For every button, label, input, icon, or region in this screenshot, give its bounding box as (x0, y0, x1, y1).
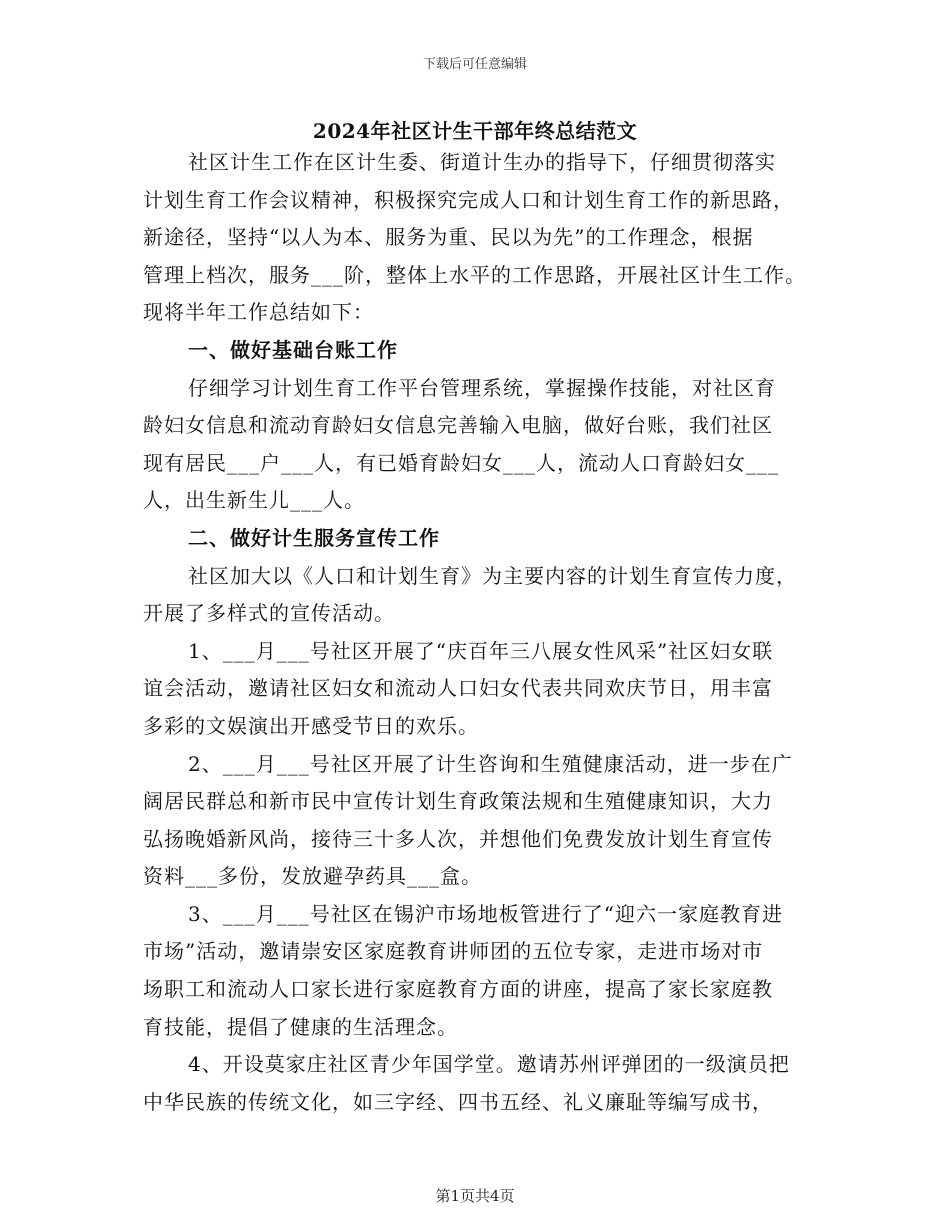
paragraph-line: 现将半年工作总结如下： (143, 300, 374, 325)
paragraph-line: 社区计生工作在区计生委、街道计生办的指导下，仔细贯彻落实 (188, 150, 776, 174)
paragraph-line: 育技能，提倡了健康的生活理念。 (143, 1014, 458, 1039)
paragraph-line: 社区加大以《人口和计划生育》为主要内容的计划生育宣传力度， (188, 563, 797, 588)
paragraph-line: 市场”活动，邀请崇安区家庭教育讲师团的五位专家，走进市场对市 (143, 939, 764, 964)
section-heading: 一、做好基础台账工作 (188, 337, 398, 362)
page-number: 第1页共4页 (435, 1187, 515, 1205)
paragraph-line: 管理上档次，服务___阶，整体上水平的工作思路，开展社区计生工作。 (143, 262, 806, 287)
paragraph-line: 龄妇女信息和流动育龄妇女信息完善输入电脑，做好台账，我们社区 (143, 413, 773, 438)
paragraph-line: 多彩的文娱演出开感受节日的欢乐。 (143, 713, 479, 738)
download-note: 下载后可任意编辑 (422, 57, 527, 72)
paragraph-line: 人，出生新生儿___人。 (143, 488, 365, 513)
paragraph-line: 中华民族的传统文化，如三字经、四书五经、礼义廉耻等编写成书， (143, 1089, 773, 1114)
paragraph-line: 场职工和流动人口家长进行家庭教育方面的讲座，提高了家长家庭教 (143, 977, 773, 1002)
paragraph-line: 现有居民___户___人，有已婚育龄妇女___人，流动人口育龄妇女___ (143, 450, 779, 475)
paragraph-line: 资料___多份，发放避孕药具___盒。 (143, 864, 482, 889)
section-heading: 二、做好计生服务宣传工作 (188, 525, 440, 550)
paragraph-line: 3、___月___号社区在锡沪市场地板管进行了“迎六一家庭教育进 (188, 901, 783, 926)
paragraph-line: 阔居民群总和新市民中宣传计划生育政策法规和生殖健康知识，大力 (143, 789, 773, 814)
paragraph-line: 开展了多样式的宣传活动。 (143, 601, 395, 626)
paragraph-line: 4、开设莫家庄社区青少年国学堂。邀请苏州评弹团的一级演员把 (188, 1052, 790, 1077)
paragraph-line: 弘扬晚婚新风尚，接待三十多人次，并想他们免费发放计划生育宣传 (143, 826, 773, 851)
paragraph-line: 仔细学习计划生育工作平台管理系统，掌握操作技能，对社区育 (188, 375, 776, 400)
document-body (143, 144, 815, 1121)
paragraph-line: 1、___月___号社区开展了“庆百年三八展女性风采”社区妇女联 (188, 638, 774, 663)
document-title: 2024年社区计生干部年终总结范文 (312, 119, 638, 143)
paragraph-line: 计划生育工作会议精神，积极探究完成人口和计划生育工作的新思路， (143, 187, 794, 212)
paragraph-line: 2、___月___号社区开展了计生咨询和生殖健康活动，进一步在广 (188, 751, 793, 776)
paragraph-line: 谊会活动，邀请社区妇女和流动人口妇女代表共同欢庆节日，用丰富 (143, 676, 773, 701)
paragraph-line: 新途径，坚持“以人为本、服务为重、民以为先”的工作理念，根据 (143, 225, 754, 250)
